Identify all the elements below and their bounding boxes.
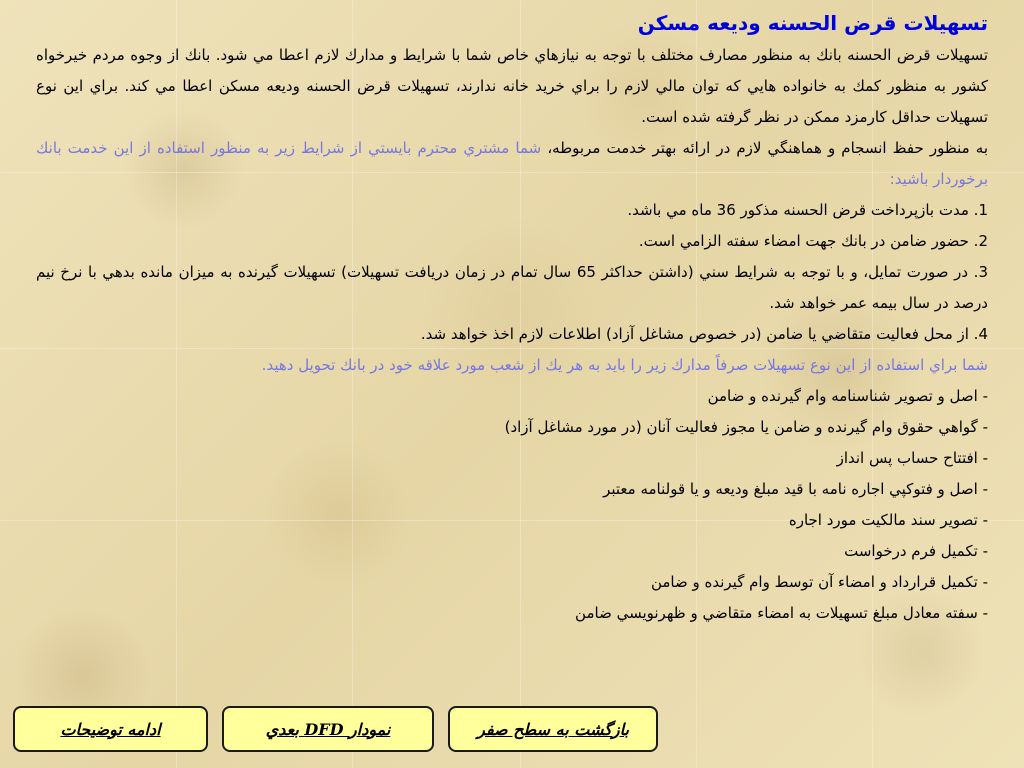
conditions-intro-highlight: شما مشتري محترم بايستي از شرايط زير به منظور استفاده از اين خدمت بانك برخوردار باشيد: (36, 139, 988, 188)
document-item: - سفته معادل مبلغ تسهيلات به امضاء متقاضي و ظهرنويسي ضامن (575, 604, 988, 622)
document-item: - اصل و تصوير شناسنامه وام گيرنده و ضامن (707, 387, 988, 405)
condition-item: 2. حضور ضامن در بانك جهت امضاء سفته الزامي است. (638, 232, 988, 250)
documents-list (36, 381, 988, 629)
document-item: - تكميل فرم درخواست (844, 542, 988, 560)
next-dfd-diagram-button[interactable]: نمودار DFD بعدي (222, 706, 434, 752)
document-item: - افتتاح حساب پس انداز (836, 449, 988, 467)
document-item: - تكميل قرارداد و امضاء آن توسط وام گيرنده و ضامن (650, 573, 988, 591)
more-explanations-button[interactable]: ادامه توضيحات (13, 706, 208, 752)
condition-item: 1. مدت بازپرداخت قرض الحسنه مذكور 36 ماه مي باشد. (627, 201, 988, 219)
document-item: - گواهي حقوق وام گيرنده و ضامن يا مجوز فعاليت آنان (در مورد مشاغل آزاد) (504, 418, 988, 436)
condition-item: 4. از محل فعاليت متقاضي يا ضامن (در خصوص مشاغل آزاد) اطلاعات لازم اخذ خواهد شد. (420, 325, 988, 343)
main-content (36, 6, 988, 629)
document-item: - تصوير سند مالكيت مورد اجاره (788, 511, 988, 529)
navigation-bar (12, 706, 1012, 756)
documents-intro: شما براي استفاده از اين نوع تسهيلات صرفاً مدارك زير را بايد به هر يك از شعب مورد علاقه خود در بانك تحويل دهيد. (261, 356, 988, 374)
conditions-list (36, 195, 988, 350)
condition-item: 3. در صورت تمايل، و با توجه به شرايط سني (داشتن حداكثر 65 سال تمام در زمان دريافت تسهيلات) تسهيلات گيرنده به ميزان مانده بدهي با نرخ نيم درصد در سال بيمه عمر خواهد شد. (36, 263, 988, 312)
page-title: تسهيلات قرض الحسنه وديعه مسكن (637, 11, 988, 35)
back-to-level-zero-button[interactable]: بازگشت به سطح صفر (448, 706, 658, 752)
conditions-intro (36, 133, 988, 195)
document-item: - اصل و فتوكپي اجاره نامه با قيد مبلغ وديعه و يا قولنامه معتبر (603, 480, 988, 498)
intro-paragraph: تسهيلات قرض الحسنه بانك به منظور مصارف مختلف با توجه به نيازهاي خاص شما با شرايط و مدارك لازم اعطا مي شود. بانك از وجوه مردم خيرخواه كشور به منظور كمك به خانواده هايي كه توان مالي لازم را براي خريد خانه ندارند، تسهيلات قرض الحسنه وديعه مسكن اعطا مي كند. براي اين نوع تسهيلات حداقل كارمزد ممكن در نظر گرفته شده است. (36, 46, 988, 126)
conditions-intro-text: به منظور حفظ انسجام و هماهنگي لازم در ارائه بهتر خدمت مربوطه، (541, 139, 989, 157)
